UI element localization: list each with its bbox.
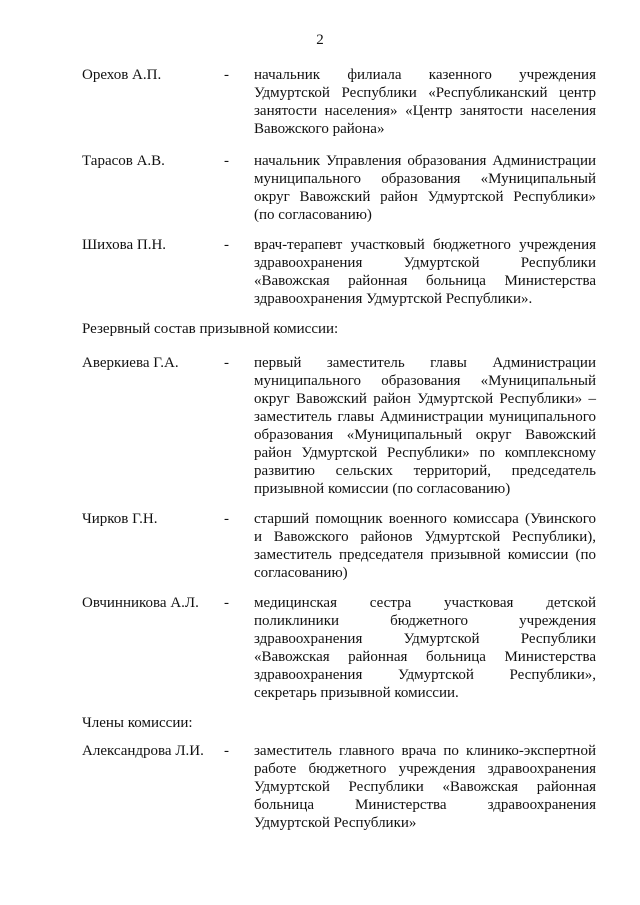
entry-dash: - [224, 153, 229, 169]
member-position: начальник филиала казенного учреждения Удмуртской Республики «Республиканский центр занятости населения» «Центр занятости населения Вавожского района» [254, 67, 596, 137]
member-position: медицинская сестра участковая детской поликлиники бюджетного учреждения здравоохранения Удмуртской Республики «Вавожская районная больница Министерства здравоохранения Удмуртской Республики», секретарь призывной комиссии. [254, 595, 596, 701]
member-name: Орехов А.П. [82, 67, 162, 83]
entry-dash: - [224, 237, 229, 253]
member-name: Аверкиева Г.А. [82, 355, 179, 371]
page-number: 2 [316, 32, 324, 48]
entry-dash: - [224, 511, 229, 527]
member-position: старший помощник военного комиссара (Увинского и Вавожского районов Удмуртской Республики), заместитель председателя призывной комиссии (по согласованию) [254, 511, 596, 581]
reserve-heading: Резервный состав призывной комиссии: [82, 321, 339, 337]
entry-dash: - [224, 67, 229, 83]
member-position: врач-терапевт участковый бюджетного учреждения здравоохранения Удмуртской Республики «Вавожская районная больница Министерства здравоохранения Удмуртской Республики». [254, 237, 596, 307]
member-position: начальник Управления образования Администрации муниципального образования «Муниципальный округ Вавожский район Удмуртской Республики» (по согласованию) [254, 153, 596, 223]
entry-dash: - [224, 355, 229, 371]
entry-dash: - [224, 595, 229, 611]
member-name: Шихова П.Н. [82, 237, 167, 253]
member-name: Чирков Г.Н. [82, 511, 158, 527]
member-position: первый заместитель главы Администрации муниципального образования «Муниципальный округ Вавожский район Удмуртской Республики» – заместитель главы Администрации муниципального образования «Муниципальный округ Вавожский район Удмуртской Республики» по комплексному развитию сельских территорий, председатель призывной комиссии (по согласованию) [254, 355, 596, 497]
member-name: Овчинникова А.Л. [82, 595, 199, 611]
members-heading: Члены комиссии: [82, 715, 193, 731]
member-position: заместитель главного врача по клинико-экспертной работе бюджетного учреждения здравоохранения Удмуртской Республики «Вавожская районная больница Министерства здравоохранения Удмуртской Республики» [254, 743, 596, 831]
member-name: Тарасов А.В. [82, 153, 165, 169]
entry-dash: - [224, 743, 229, 759]
member-name: Александрова Л.И. [82, 743, 204, 759]
